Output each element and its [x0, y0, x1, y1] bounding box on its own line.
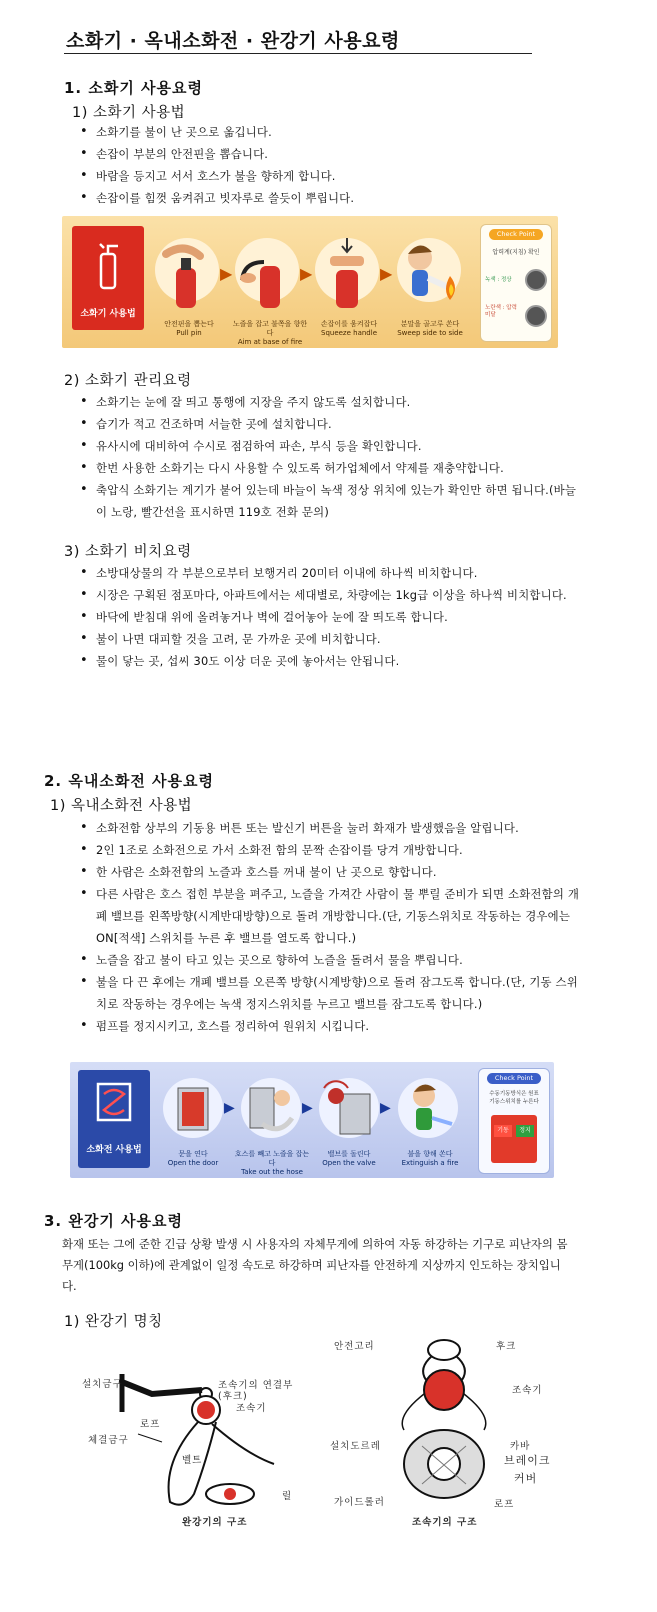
- step-3-illustration: [314, 232, 380, 314]
- squeeze-handle-illustration: [314, 232, 380, 314]
- spray-fire-illustration: [396, 1074, 460, 1144]
- open-door-illustration: [162, 1074, 224, 1144]
- section-1-2-heading: 2) 소화기 관리요령: [64, 373, 192, 389]
- open-valve-illustration: [318, 1074, 380, 1144]
- list-item: • 한번 사용한 소화기는 다시 사용할 수 있도록 허가업체에서 약제를 재충약합니다.: [78, 457, 586, 479]
- page-title: 소화기 · 옥내소화전 · 완강기 사용요령: [66, 30, 400, 52]
- list-item: • 소화기는 눈에 잘 띄고 통행에 지장을 주지 않도록 설치합니다.: [78, 391, 586, 413]
- pull-pin-illustration: [154, 232, 220, 314]
- step-1-illustration: [162, 1074, 224, 1144]
- belt-label: 벨트: [182, 1455, 203, 1466]
- step-3-label: 손잡이를 움켜잡다: [320, 320, 378, 328]
- left-diagram-caption: 완강기의 구조: [182, 1517, 248, 1528]
- cover-label: 카바: [510, 1441, 531, 1452]
- rope-label: 로프: [494, 1499, 515, 1510]
- extinguisher-management-list: [78, 391, 586, 523]
- section-2-1-heading: 1) 옥내소화전 사용법: [50, 798, 193, 814]
- list-item: • 한 사람은 소화전함의 노즐과 호스를 꺼내 불이 난 곳으로 향합니다.: [78, 861, 586, 883]
- list-item: • 펌프를 정지시키고, 호스를 정리하여 원위치 시킵니다.: [78, 1015, 586, 1037]
- take-hose-illustration: [240, 1074, 302, 1144]
- sweep-spray-illustration: [394, 232, 464, 314]
- fastener-label: 체결금구: [88, 1435, 129, 1446]
- step-1-illustration: [154, 232, 220, 314]
- list-item: • 바람을 등지고 서서 호스가 불을 향하게 합니다.: [78, 165, 598, 187]
- step-3-illustration: [318, 1074, 380, 1144]
- section-3-1-heading: 1) 완강기 명칭: [64, 1314, 163, 1330]
- extinguisher-usage-list: [78, 121, 598, 209]
- badge-label: 소화기 사용법: [80, 309, 136, 319]
- step-1-label-en: Pull pin: [176, 329, 202, 337]
- aim-nozzle-illustration: [234, 232, 300, 314]
- governor-label: 조속기: [236, 1403, 267, 1414]
- title-underline: [64, 53, 532, 54]
- arrow-icon: ▶: [220, 264, 233, 283]
- step-3-label-en: Squeeze handle: [321, 329, 377, 337]
- right-diagram-caption: 조속기의 구조: [412, 1517, 478, 1528]
- list-item: • 축압식 소화기는 계기가 붙어 있는데 바늘이 녹색 정상 위치에 있는가 확인만 하면 됩니다.(바늘이 노랑, 빨간선을 표시하면 119호 전화 문의): [78, 479, 586, 523]
- hose-icon: [96, 1082, 132, 1122]
- step-2-label-en: Aim at base of fire: [237, 338, 303, 346]
- list-item: • 소화전함 상부의 기동용 버튼 또는 발신기 버튼을 눌러 화재가 발생했음을 알립니다.: [78, 817, 586, 839]
- control-box: [491, 1115, 537, 1163]
- list-item: • 시장은 구획된 점포마다, 아파트에서는 세대별로, 차량에는 1kg급 이상을 하나씩 비치합니다.: [78, 584, 586, 606]
- check-point-title: Check Point: [489, 229, 543, 240]
- check-point-panel: [478, 1068, 550, 1174]
- extinguisher-usage-banner: [62, 216, 558, 348]
- list-item: • 손잡이를 힘껏 움켜쥐고 빗자루로 쓸듯이 뿌립니다.: [78, 187, 598, 209]
- list-item: • 불을 다 끈 후에는 개폐 밸브를 오른쪽 방향(시계방향)으로 돌려 잠그도록 합니다.(단, 기동 스위치로 작동하는 경우에는 녹색 정지스위치를 누르고 밸브를 잠그도록 합니다.): [78, 971, 586, 1015]
- brake-label: 브레이크: [504, 1454, 551, 1467]
- step-2-label-en: Take out the hose: [241, 1168, 303, 1176]
- extinguisher-icon: [92, 240, 124, 290]
- extinguisher-placement-list: [78, 562, 586, 672]
- step-4-label-en: Sweep side to side: [397, 329, 463, 337]
- step-1-label: 안전핀을 뽑는다: [164, 320, 214, 328]
- step-1-label-en: Open the door: [167, 1159, 219, 1167]
- mount-bracket-label: 설치금구: [82, 1379, 123, 1390]
- section-1-1-heading: 1) 소화기 사용법: [72, 105, 186, 121]
- governor-label: 조속기: [512, 1385, 543, 1396]
- arrow-icon: ▶: [300, 264, 313, 283]
- gauge-red-label: 노란색 : 압력미달: [485, 305, 517, 318]
- check-point-text: 수동기동방식은 원표: [489, 1091, 539, 1097]
- connector-label: 조속기의 연결부(후크): [218, 1380, 294, 1402]
- check-point-panel: [480, 224, 552, 342]
- list-item: • 바닥에 받침대 위에 올려놓거나 벽에 걸어놓아 눈에 잘 띄도록 합니다.: [78, 606, 586, 628]
- list-item: • 불이 나면 대피할 것을 고려, 문 가까운 곳에 비치합니다.: [78, 628, 586, 650]
- step-4-illustration: [396, 1074, 460, 1144]
- badge-label: 소화전 사용법: [86, 1145, 142, 1155]
- step-2-illustration: [240, 1074, 302, 1144]
- hook-label: 후크: [496, 1341, 517, 1352]
- descent-device-diagram: [66, 1334, 558, 1528]
- section-3-heading: 3. 완강기 사용요령: [44, 1212, 184, 1230]
- arrow-icon: ▶: [380, 264, 393, 283]
- list-item: • 소방대상물의 각 부분으로부터 보행거리 20미터 이내에 하나씩 비치합니다.: [78, 562, 586, 584]
- list-item: • 소화기를 불이 난 곳으로 옮깁니다.: [78, 121, 598, 143]
- step-4-illustration: [394, 232, 464, 314]
- step-2-label: 노즐을 잡고 불쪽을 향한다: [232, 320, 308, 337]
- step-3-label-en: Open the valve: [322, 1159, 376, 1167]
- arrow-icon: ▶: [224, 1100, 235, 1116]
- start-button-label: 기동: [494, 1125, 512, 1137]
- hydrant-usage-banner: [70, 1062, 554, 1178]
- step-3-label: 밸브를 돌린다: [327, 1150, 371, 1158]
- list-item: • 노즐을 잡고 불이 타고 있는 곳으로 향하여 노즐을 돌려서 물을 뿌립니다.: [78, 949, 586, 971]
- step-4-label-en: Extinguish a fire: [401, 1159, 459, 1167]
- step-4-label: 분말을 골고루 쏜다: [400, 320, 460, 328]
- check-point-title: Check Point: [487, 1073, 541, 1084]
- section-1-3-heading: 3) 소화기 비치요령: [64, 544, 192, 560]
- section-1-heading: 1. 소화기 사용요령: [64, 79, 204, 97]
- list-item: • 2인 1조로 소화전으로 가서 소화전 함의 문짝 손잡이를 당겨 개방합니다.: [78, 839, 586, 861]
- check-point-text-2: 기동스위치를 누른다: [489, 1099, 539, 1105]
- gauge-icon: [525, 305, 547, 327]
- step-1-label: 문을 연다: [178, 1150, 208, 1158]
- list-item: • 손잡이 부분의 안전핀을 뽑습니다.: [78, 143, 598, 165]
- rope-label: 로프: [140, 1419, 161, 1430]
- step-4-label: 불을 향해 쏜다: [407, 1150, 453, 1158]
- hydrant-badge: [78, 1070, 150, 1168]
- arrow-icon: ▶: [380, 1100, 391, 1116]
- step-2-illustration: [234, 232, 300, 314]
- list-item: • 물이 닿는 곳, 섭씨 30도 이상 더운 곳에 놓아서는 안됩니다.: [78, 650, 586, 672]
- section-2-heading: 2. 옥내소화전 사용요령: [44, 772, 214, 790]
- reel-label: 릴: [282, 1491, 293, 1502]
- descent-device-description: 화재 또는 그에 준한 긴급 상황 발생 시 사용자의 자체무게에 의하여 자동 하강하는 기구로 피난자의 몸무게(100kg 이하)에 관계없이 일정 속도로 하강하며 피난자를 안전하게 지상까지 인도하는 장치입니다.: [62, 1237, 568, 1293]
- hydrant-usage-list: [78, 817, 586, 1037]
- guide-roller-label: 가이드롤러: [334, 1497, 385, 1508]
- extinguisher-badge: [72, 226, 144, 330]
- step-2-label: 호스를 빼고 노즐을 잡는다: [234, 1150, 310, 1167]
- arrow-icon: ▶: [302, 1100, 313, 1116]
- cover2-label: 커버: [514, 1472, 538, 1485]
- safety-ring-label: 안전고리: [334, 1341, 375, 1352]
- drum-label: 설치도르레: [330, 1441, 381, 1452]
- stop-button-label: 정지: [516, 1125, 534, 1137]
- list-item: • 다른 사람은 호스 접힌 부분을 펴주고, 노즐을 가져간 사람이 물 뿌릴 준비가 되면 소화전함의 개폐 밸브를 왼쪽방향(시계반대방향)으로 돌려 개방합니다.(단, 기동스위치로 작동하는 경우에는 ON[적색] 스위치를 누른 후 밸브를 열도록 합니다.): [78, 883, 586, 949]
- list-item: • 유사시에 대비하여 수시로 점검하여 파손, 부식 등을 확인합니다.: [78, 435, 586, 457]
- check-point-text: 압력계(지침) 확인: [492, 249, 540, 256]
- gauge-green-label: 녹색 : 정상: [485, 277, 512, 283]
- descent-device-drawing: [66, 1334, 558, 1528]
- list-item: • 습기가 적고 건조하며 서늘한 곳에 설치합니다.: [78, 413, 586, 435]
- gauge-icon: [525, 269, 547, 291]
